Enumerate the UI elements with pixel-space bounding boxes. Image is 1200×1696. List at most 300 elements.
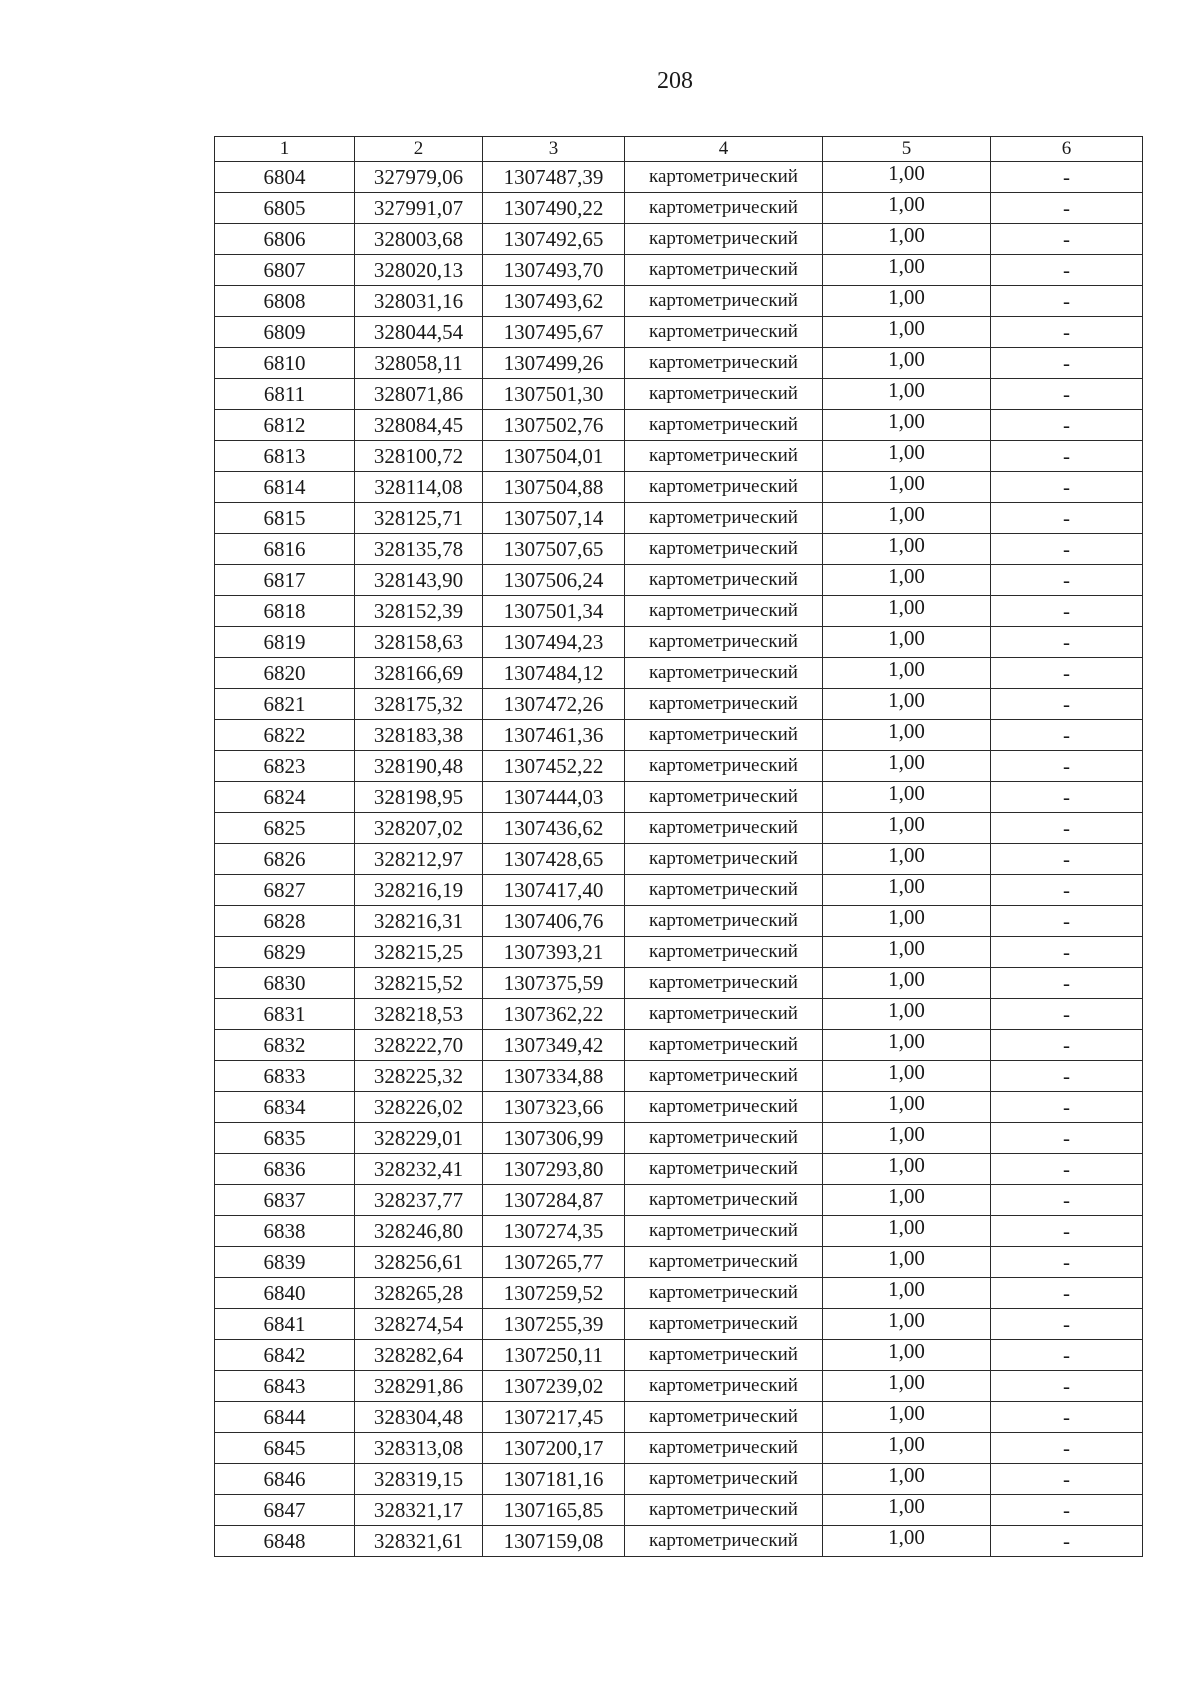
- accuracy-cell: 1,00: [823, 224, 991, 255]
- y-coordinate-cell: 1307393,21: [483, 937, 625, 968]
- method-cell: картометрический: [625, 1371, 823, 1402]
- y-coordinate-cell: 1307250,11: [483, 1340, 625, 1371]
- table-row: [215, 968, 1143, 999]
- point-number-cell: 6817: [215, 565, 355, 596]
- point-number-cell: 6831: [215, 999, 355, 1030]
- x-coordinate-cell: 328166,69: [355, 658, 483, 689]
- coordinates-table: [214, 136, 1143, 1557]
- x-coordinate-cell: 327991,07: [355, 193, 483, 224]
- x-coordinate-cell: 328319,15: [355, 1464, 483, 1495]
- point-number-cell: 6842: [215, 1340, 355, 1371]
- table-row: [215, 1185, 1143, 1216]
- accuracy-cell: 1,00: [823, 1464, 991, 1495]
- point-number-cell: 6839: [215, 1247, 355, 1278]
- accuracy-cell: 1,00: [823, 1433, 991, 1464]
- table-row: [215, 1495, 1143, 1526]
- method-cell: картометрический: [625, 472, 823, 503]
- table-row: [215, 844, 1143, 875]
- y-coordinate-cell: 1307181,16: [483, 1464, 625, 1495]
- table-row: [215, 906, 1143, 937]
- description-cell: -: [991, 534, 1143, 565]
- table-row: [215, 565, 1143, 596]
- point-number-cell: 6845: [215, 1433, 355, 1464]
- point-number-cell: 6822: [215, 720, 355, 751]
- method-cell: картометрический: [625, 844, 823, 875]
- method-cell: картометрический: [625, 627, 823, 658]
- point-number-cell: 6804: [215, 162, 355, 193]
- point-number-cell: 6820: [215, 658, 355, 689]
- description-cell: -: [991, 1185, 1143, 1216]
- point-number-cell: 6826: [215, 844, 355, 875]
- method-cell: картометрический: [625, 565, 823, 596]
- description-cell: -: [991, 441, 1143, 472]
- y-coordinate-cell: 1307323,66: [483, 1092, 625, 1123]
- point-number-cell: 6807: [215, 255, 355, 286]
- description-cell: -: [991, 1371, 1143, 1402]
- table-row: [215, 751, 1143, 782]
- table-row: [215, 534, 1143, 565]
- method-cell: картометрический: [625, 1340, 823, 1371]
- y-coordinate-cell: 1307362,22: [483, 999, 625, 1030]
- accuracy-cell: 1,00: [823, 658, 991, 689]
- accuracy-cell: 1,00: [823, 1030, 991, 1061]
- table-row: [215, 1092, 1143, 1123]
- y-coordinate-cell: 1307293,80: [483, 1154, 625, 1185]
- accuracy-cell: 1,00: [823, 1371, 991, 1402]
- accuracy-cell: 1,00: [823, 565, 991, 596]
- description-cell: -: [991, 720, 1143, 751]
- y-coordinate-cell: 1307501,30: [483, 379, 625, 410]
- accuracy-cell: 1,00: [823, 441, 991, 472]
- y-coordinate-cell: 1307507,14: [483, 503, 625, 534]
- table-row: [215, 1309, 1143, 1340]
- table-row: [215, 224, 1143, 255]
- description-cell: -: [991, 1061, 1143, 1092]
- point-number-cell: 6812: [215, 410, 355, 441]
- description-cell: -: [991, 348, 1143, 379]
- accuracy-cell: 1,00: [823, 1402, 991, 1433]
- description-cell: -: [991, 1247, 1143, 1278]
- y-coordinate-cell: 1307265,77: [483, 1247, 625, 1278]
- y-coordinate-cell: 1307507,65: [483, 534, 625, 565]
- method-cell: картометрический: [625, 1092, 823, 1123]
- description-cell: -: [991, 1464, 1143, 1495]
- y-coordinate-cell: 1307428,65: [483, 844, 625, 875]
- method-cell: картометрический: [625, 379, 823, 410]
- accuracy-cell: 1,00: [823, 1309, 991, 1340]
- method-cell: картометрический: [625, 875, 823, 906]
- accuracy-cell: 1,00: [823, 1123, 991, 1154]
- point-number-cell: 6848: [215, 1526, 355, 1557]
- description-cell: -: [991, 937, 1143, 968]
- method-cell: картометрический: [625, 999, 823, 1030]
- description-cell: -: [991, 255, 1143, 286]
- y-coordinate-cell: 1307495,67: [483, 317, 625, 348]
- description-cell: -: [991, 224, 1143, 255]
- table-row: [215, 286, 1143, 317]
- point-number-cell: 6838: [215, 1216, 355, 1247]
- x-coordinate-cell: 328232,41: [355, 1154, 483, 1185]
- accuracy-cell: 1,00: [823, 906, 991, 937]
- y-coordinate-cell: 1307499,26: [483, 348, 625, 379]
- table-row: [215, 503, 1143, 534]
- description-cell: -: [991, 410, 1143, 441]
- accuracy-cell: 1,00: [823, 1061, 991, 1092]
- description-cell: -: [991, 472, 1143, 503]
- y-coordinate-cell: 1307487,39: [483, 162, 625, 193]
- point-number-cell: 6819: [215, 627, 355, 658]
- x-coordinate-cell: 328321,17: [355, 1495, 483, 1526]
- x-coordinate-cell: 327979,06: [355, 162, 483, 193]
- description-cell: -: [991, 813, 1143, 844]
- accuracy-cell: 1,00: [823, 410, 991, 441]
- y-coordinate-cell: 1307492,65: [483, 224, 625, 255]
- accuracy-cell: 1,00: [823, 596, 991, 627]
- x-coordinate-cell: 328152,39: [355, 596, 483, 627]
- column-header: 4: [625, 137, 823, 162]
- method-cell: картометрический: [625, 813, 823, 844]
- y-coordinate-cell: 1307490,22: [483, 193, 625, 224]
- y-coordinate-cell: 1307259,52: [483, 1278, 625, 1309]
- point-number-cell: 6815: [215, 503, 355, 534]
- description-cell: -: [991, 1526, 1143, 1557]
- method-cell: картометрический: [625, 224, 823, 255]
- table-row: [215, 875, 1143, 906]
- accuracy-cell: 1,00: [823, 813, 991, 844]
- description-cell: -: [991, 1340, 1143, 1371]
- x-coordinate-cell: 328304,48: [355, 1402, 483, 1433]
- accuracy-cell: 1,00: [823, 193, 991, 224]
- x-coordinate-cell: 328216,31: [355, 906, 483, 937]
- point-number-cell: 6828: [215, 906, 355, 937]
- accuracy-cell: 1,00: [823, 348, 991, 379]
- accuracy-cell: 1,00: [823, 751, 991, 782]
- description-cell: -: [991, 689, 1143, 720]
- point-number-cell: 6814: [215, 472, 355, 503]
- point-number-cell: 6843: [215, 1371, 355, 1402]
- y-coordinate-cell: 1307472,26: [483, 689, 625, 720]
- x-coordinate-cell: 328215,25: [355, 937, 483, 968]
- table-row: [215, 472, 1143, 503]
- y-coordinate-cell: 1307444,03: [483, 782, 625, 813]
- table-row: [215, 255, 1143, 286]
- accuracy-cell: 1,00: [823, 379, 991, 410]
- description-cell: -: [991, 1092, 1143, 1123]
- table-row: [215, 1030, 1143, 1061]
- table-row: [215, 937, 1143, 968]
- method-cell: картометрический: [625, 534, 823, 565]
- table-row: [215, 317, 1143, 348]
- method-cell: картометрический: [625, 720, 823, 751]
- x-coordinate-cell: 328282,64: [355, 1340, 483, 1371]
- x-coordinate-cell: 328100,72: [355, 441, 483, 472]
- accuracy-cell: 1,00: [823, 1092, 991, 1123]
- point-number-cell: 6823: [215, 751, 355, 782]
- accuracy-cell: 1,00: [823, 317, 991, 348]
- method-cell: картометрический: [625, 441, 823, 472]
- y-coordinate-cell: 1307406,76: [483, 906, 625, 937]
- x-coordinate-cell: 328031,16: [355, 286, 483, 317]
- y-coordinate-cell: 1307306,99: [483, 1123, 625, 1154]
- column-header: 2: [355, 137, 483, 162]
- point-number-cell: 6821: [215, 689, 355, 720]
- x-coordinate-cell: 328114,08: [355, 472, 483, 503]
- table-row: [215, 1278, 1143, 1309]
- description-cell: -: [991, 782, 1143, 813]
- x-coordinate-cell: 328003,68: [355, 224, 483, 255]
- x-coordinate-cell: 328198,95: [355, 782, 483, 813]
- description-cell: -: [991, 503, 1143, 534]
- y-coordinate-cell: 1307165,85: [483, 1495, 625, 1526]
- y-coordinate-cell: 1307502,76: [483, 410, 625, 441]
- x-coordinate-cell: 328274,54: [355, 1309, 483, 1340]
- y-coordinate-cell: 1307494,23: [483, 627, 625, 658]
- description-cell: -: [991, 1495, 1143, 1526]
- y-coordinate-cell: 1307493,70: [483, 255, 625, 286]
- x-coordinate-cell: 328183,38: [355, 720, 483, 751]
- column-header: 5: [823, 137, 991, 162]
- table-row: [215, 1340, 1143, 1371]
- column-header: 3: [483, 137, 625, 162]
- method-cell: картометрический: [625, 782, 823, 813]
- point-number-cell: 6824: [215, 782, 355, 813]
- y-coordinate-cell: 1307501,34: [483, 596, 625, 627]
- x-coordinate-cell: 328313,08: [355, 1433, 483, 1464]
- method-cell: картометрический: [625, 1061, 823, 1092]
- x-coordinate-cell: 328071,86: [355, 379, 483, 410]
- y-coordinate-cell: 1307417,40: [483, 875, 625, 906]
- accuracy-cell: 1,00: [823, 720, 991, 751]
- accuracy-cell: 1,00: [823, 1340, 991, 1371]
- description-cell: -: [991, 317, 1143, 348]
- method-cell: картометрический: [625, 937, 823, 968]
- description-cell: -: [991, 193, 1143, 224]
- method-cell: картометрический: [625, 906, 823, 937]
- y-coordinate-cell: 1307239,02: [483, 1371, 625, 1402]
- x-coordinate-cell: 328226,02: [355, 1092, 483, 1123]
- method-cell: картометрический: [625, 1402, 823, 1433]
- accuracy-cell: 1,00: [823, 627, 991, 658]
- method-cell: картометрический: [625, 1247, 823, 1278]
- x-coordinate-cell: 328237,77: [355, 1185, 483, 1216]
- x-coordinate-cell: 328143,90: [355, 565, 483, 596]
- method-cell: картометрический: [625, 193, 823, 224]
- x-coordinate-cell: 328044,54: [355, 317, 483, 348]
- y-coordinate-cell: 1307461,36: [483, 720, 625, 751]
- y-coordinate-cell: 1307284,87: [483, 1185, 625, 1216]
- table-row: [215, 1433, 1143, 1464]
- table-body: [215, 162, 1143, 1557]
- table-row: [215, 999, 1143, 1030]
- method-cell: картометрический: [625, 968, 823, 999]
- table-row: [215, 813, 1143, 844]
- table-row: [215, 689, 1143, 720]
- y-coordinate-cell: 1307334,88: [483, 1061, 625, 1092]
- description-cell: -: [991, 565, 1143, 596]
- table-row: [215, 1464, 1143, 1495]
- accuracy-cell: 1,00: [823, 534, 991, 565]
- description-cell: -: [991, 1278, 1143, 1309]
- x-coordinate-cell: 328175,32: [355, 689, 483, 720]
- accuracy-cell: 1,00: [823, 968, 991, 999]
- table-row: [215, 627, 1143, 658]
- table-row: [215, 441, 1143, 472]
- method-cell: картометрический: [625, 751, 823, 782]
- method-cell: картометрический: [625, 1216, 823, 1247]
- point-number-cell: 6836: [215, 1154, 355, 1185]
- accuracy-cell: 1,00: [823, 503, 991, 534]
- x-coordinate-cell: 328212,97: [355, 844, 483, 875]
- point-number-cell: 6806: [215, 224, 355, 255]
- table-row: [215, 596, 1143, 627]
- table-header-row: [215, 137, 1143, 162]
- point-number-cell: 6846: [215, 1464, 355, 1495]
- method-cell: картометрический: [625, 689, 823, 720]
- point-number-cell: 6809: [215, 317, 355, 348]
- y-coordinate-cell: 1307504,88: [483, 472, 625, 503]
- y-coordinate-cell: 1307375,59: [483, 968, 625, 999]
- method-cell: картометрический: [625, 286, 823, 317]
- description-cell: -: [991, 1030, 1143, 1061]
- accuracy-cell: 1,00: [823, 1216, 991, 1247]
- point-number-cell: 6813: [215, 441, 355, 472]
- method-cell: картометрический: [625, 1123, 823, 1154]
- table-row: [215, 1247, 1143, 1278]
- description-cell: -: [991, 627, 1143, 658]
- description-cell: -: [991, 1216, 1143, 1247]
- point-number-cell: 6810: [215, 348, 355, 379]
- description-cell: -: [991, 162, 1143, 193]
- table-row: [215, 1216, 1143, 1247]
- y-coordinate-cell: 1307217,45: [483, 1402, 625, 1433]
- description-cell: -: [991, 1309, 1143, 1340]
- x-coordinate-cell: 328020,13: [355, 255, 483, 286]
- table-row: [215, 1123, 1143, 1154]
- accuracy-cell: 1,00: [823, 1185, 991, 1216]
- description-cell: -: [991, 1154, 1143, 1185]
- accuracy-cell: 1,00: [823, 472, 991, 503]
- point-number-cell: 6834: [215, 1092, 355, 1123]
- description-cell: -: [991, 658, 1143, 689]
- y-coordinate-cell: 1307436,62: [483, 813, 625, 844]
- point-number-cell: 6833: [215, 1061, 355, 1092]
- point-number-cell: 6844: [215, 1402, 355, 1433]
- description-cell: -: [991, 968, 1143, 999]
- method-cell: картометрический: [625, 410, 823, 441]
- accuracy-cell: 1,00: [823, 937, 991, 968]
- point-number-cell: 6830: [215, 968, 355, 999]
- accuracy-cell: 1,00: [823, 782, 991, 813]
- table-row: [215, 1402, 1143, 1433]
- table-row: [215, 1154, 1143, 1185]
- accuracy-cell: 1,00: [823, 875, 991, 906]
- accuracy-cell: 1,00: [823, 1247, 991, 1278]
- page-number: 208: [657, 68, 693, 94]
- point-number-cell: 6805: [215, 193, 355, 224]
- point-number-cell: 6835: [215, 1123, 355, 1154]
- accuracy-cell: 1,00: [823, 255, 991, 286]
- x-coordinate-cell: 328291,86: [355, 1371, 483, 1402]
- accuracy-cell: 1,00: [823, 1154, 991, 1185]
- point-number-cell: 6818: [215, 596, 355, 627]
- accuracy-cell: 1,00: [823, 1495, 991, 1526]
- description-cell: -: [991, 751, 1143, 782]
- method-cell: картометрический: [625, 503, 823, 534]
- description-cell: -: [991, 379, 1143, 410]
- x-coordinate-cell: 328222,70: [355, 1030, 483, 1061]
- x-coordinate-cell: 328225,32: [355, 1061, 483, 1092]
- point-number-cell: 6816: [215, 534, 355, 565]
- description-cell: -: [991, 596, 1143, 627]
- x-coordinate-cell: 328265,28: [355, 1278, 483, 1309]
- method-cell: картометрический: [625, 1309, 823, 1340]
- x-coordinate-cell: 328218,53: [355, 999, 483, 1030]
- table-row: [215, 720, 1143, 751]
- column-header: 1: [215, 137, 355, 162]
- method-cell: картометрический: [625, 658, 823, 689]
- point-number-cell: 6827: [215, 875, 355, 906]
- method-cell: картометрический: [625, 162, 823, 193]
- y-coordinate-cell: 1307200,17: [483, 1433, 625, 1464]
- description-cell: -: [991, 906, 1143, 937]
- method-cell: картометрический: [625, 1495, 823, 1526]
- y-coordinate-cell: 1307504,01: [483, 441, 625, 472]
- x-coordinate-cell: 328321,61: [355, 1526, 483, 1557]
- accuracy-cell: 1,00: [823, 162, 991, 193]
- y-coordinate-cell: 1307484,12: [483, 658, 625, 689]
- method-cell: картометрический: [625, 1154, 823, 1185]
- point-number-cell: 6811: [215, 379, 355, 410]
- x-coordinate-cell: 328216,19: [355, 875, 483, 906]
- method-cell: картометрический: [625, 348, 823, 379]
- method-cell: картометрический: [625, 596, 823, 627]
- y-coordinate-cell: 1307159,08: [483, 1526, 625, 1557]
- x-coordinate-cell: 328207,02: [355, 813, 483, 844]
- accuracy-cell: 1,00: [823, 1526, 991, 1557]
- y-coordinate-cell: 1307255,39: [483, 1309, 625, 1340]
- x-coordinate-cell: 328084,45: [355, 410, 483, 441]
- accuracy-cell: 1,00: [823, 999, 991, 1030]
- description-cell: -: [991, 875, 1143, 906]
- x-coordinate-cell: 328135,78: [355, 534, 483, 565]
- y-coordinate-cell: 1307493,62: [483, 286, 625, 317]
- x-coordinate-cell: 328190,48: [355, 751, 483, 782]
- y-coordinate-cell: 1307349,42: [483, 1030, 625, 1061]
- description-cell: -: [991, 999, 1143, 1030]
- column-header: 6: [991, 137, 1143, 162]
- accuracy-cell: 1,00: [823, 1278, 991, 1309]
- point-number-cell: 6840: [215, 1278, 355, 1309]
- description-cell: -: [991, 286, 1143, 317]
- x-coordinate-cell: 328229,01: [355, 1123, 483, 1154]
- x-coordinate-cell: 328256,61: [355, 1247, 483, 1278]
- x-coordinate-cell: 328215,52: [355, 968, 483, 999]
- table-row: [215, 1371, 1143, 1402]
- x-coordinate-cell: 328125,71: [355, 503, 483, 534]
- point-number-cell: 6841: [215, 1309, 355, 1340]
- point-number-cell: 6832: [215, 1030, 355, 1061]
- x-coordinate-cell: 328158,63: [355, 627, 483, 658]
- table-row: [215, 410, 1143, 441]
- method-cell: картометрический: [625, 1464, 823, 1495]
- description-cell: -: [991, 1123, 1143, 1154]
- point-number-cell: 6837: [215, 1185, 355, 1216]
- accuracy-cell: 1,00: [823, 689, 991, 720]
- point-number-cell: 6829: [215, 937, 355, 968]
- description-cell: -: [991, 1433, 1143, 1464]
- method-cell: картометрический: [625, 1526, 823, 1557]
- x-coordinate-cell: 328246,80: [355, 1216, 483, 1247]
